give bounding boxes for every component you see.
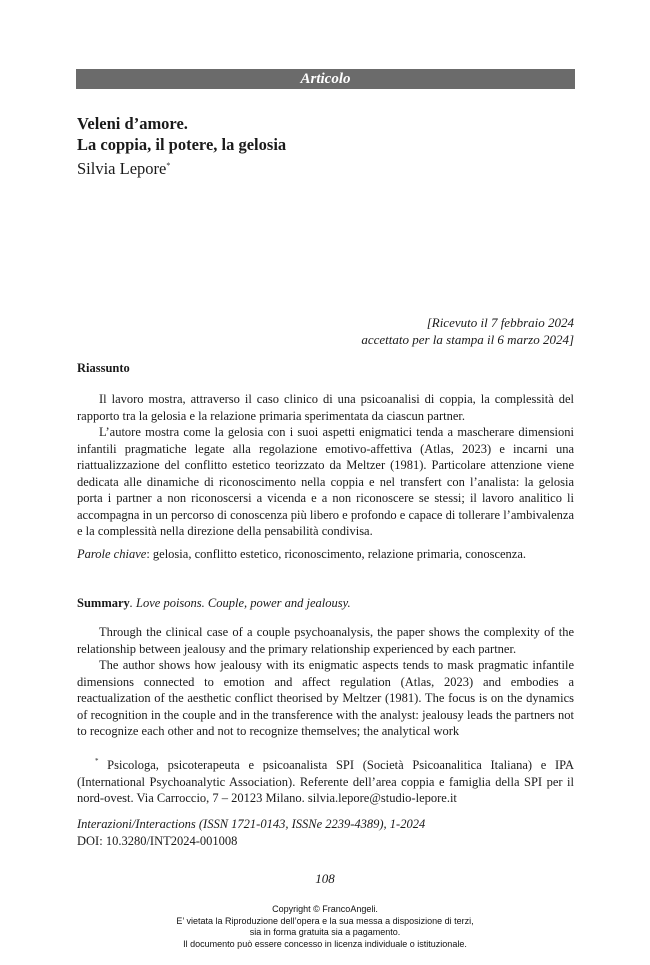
copyright-line-1: Copyright © FrancoAngeli. — [272, 904, 378, 914]
journal-doi: DOI: 10.3280/INT2024-001008 — [77, 833, 238, 848]
received-dates — [174, 314, 574, 348]
section-label: Articolo — [300, 71, 351, 87]
journal-citation: Interazioni/Interactions (ISSN 1721-0143, ISSNe 2239-4389), 1-2024 — [77, 817, 426, 831]
title-line-2: La coppia, il potere, la gelosia — [77, 135, 287, 154]
riassunto-paragraph-1: Il lavoro mostra, attraverso il caso clinico di una psicoanalisi di coppia, la complessità del rapporto tra la gelosia e la relazione primaria sperimentata da ciascun partner. — [77, 392, 574, 423]
summary-subtitle: . Love poisons. Couple, power and jealousy. — [129, 596, 351, 610]
summary-heading — [77, 595, 574, 612]
received-line-2: accettato per la stampa il 6 marzo 2024] — [361, 332, 574, 347]
riassunto-heading: Riassunto — [77, 361, 130, 375]
copyright-notice — [0, 904, 650, 950]
keywords-text: : gelosia, conflitto estetico, riconoscimento, relazione primaria, conoscenza. — [146, 547, 527, 561]
page-number: 108 — [315, 871, 335, 886]
author-footnote — [77, 753, 574, 807]
copyright-line-4: Il documento può essere concesso in licenza individuale o istituzionale. — [183, 938, 467, 949]
section-header-bar — [76, 69, 575, 89]
author-line — [77, 155, 170, 179]
summary-label: Summary — [77, 596, 130, 610]
copyright-line-3: sia in forma gratuita sia a pagamento. — [249, 927, 401, 937]
received-line-1: [Ricevuto il 7 febbraio 2024 — [426, 315, 574, 330]
journal-info — [77, 816, 425, 849]
keywords — [77, 546, 574, 563]
keywords-label: Parole chiave — [77, 547, 147, 561]
footnote-mark: * — [95, 757, 99, 765]
copyright-line-2: E’ vietata la Riproduzione dell’opera e la sua messa a disposizione di terzi, — [176, 915, 474, 926]
footnote-text: Psicologa, psicoterapeuta e psicoanalista SPI (Società Psicoanalitica Italiana) e IPA (International Psychoanalytic Association). Referente dell’area coppia e famiglia della SPI per il nord-ovest. Via Carroccio, 7 – 20123 Milano. silvia.lepore@studio-lepore.it — [77, 758, 574, 805]
summary-paragraph-2: The author shows how jealousy with its enigmatic aspects tends to mask pragmatic infantile dimensions connected to emotion and affect regulation (Atlas, 2023) and embodies a reactualization of the aesthetic conflict theorised by Meltzer (1981). The focus is on the dynamics of recognition in the couple and in the transference with the analyst: jealousy leads the partners not to recognize each other and not to recognize themselves; the analytical work — [77, 658, 574, 738]
summary-paragraph-1: Through the clinical case of a couple psychoanalysis, the paper shows the complexity of the relationship between jealousy and the primary relationship experienced by each partner. — [77, 625, 574, 656]
author-name: Silvia Lepore — [77, 159, 167, 178]
riassunto-body — [77, 391, 574, 540]
riassunto-paragraph-2: L’autore mostra come la gelosia con i suoi aspetti enigmatici tenda a mascherare dimensioni infantili pragmatiche legate alla regolazione emotivo-affettiva (Atlas, 2023) e incarni una riattualizzazione del conflitto estetico teorizzato da Meltzer (1981). Particolare attenzione viene dedicata alle dinamiche di riconoscimento nella coppia e nel transfert con l’analista: la gelosia porta i partner a non riconoscersi a vicenda e a non riconoscere se stessi; il lavoro analitico li accompagna in un percorso di conoscenza più libero e profondo e capace di tollerare l’ambivalenza e la complessità nella direzione della pensabilità condivisa. — [77, 425, 574, 538]
summary-body — [77, 624, 574, 740]
author-footnote-mark: * — [166, 161, 171, 170]
title-line-1: Veleni d’amore. — [77, 114, 188, 133]
article-title — [77, 113, 286, 155]
